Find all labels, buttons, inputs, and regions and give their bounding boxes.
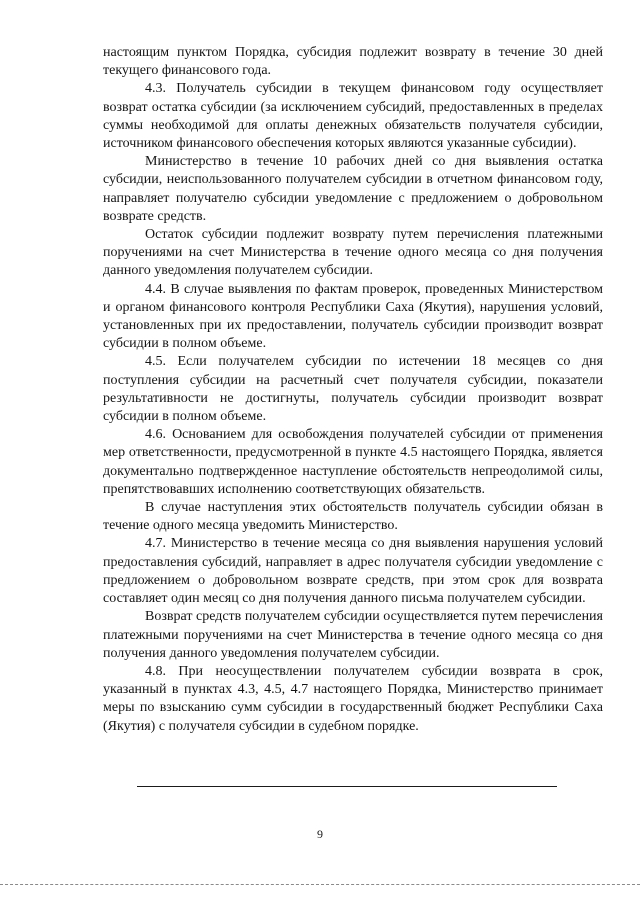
paragraph-4-8: 4.8. При неосуществлении получателем субсидии возврата в срок, указанный в пунктах 4.3, 4.5, 4.7 настоящего Порядка, Министерство принимает меры по взысканию сумм субсидии в государственный бюджет Республики Саха (Якутия) с получателя субсидии в судебном порядке. <box>103 663 603 734</box>
paragraph-4-6: 4.6. Основанием для освобождения получателей субсидии от применения мер ответственности, предусмотренной в пункте 4.5 настоящего Порядка, является документально подтвержденное наступление обстоятельств непреодолимой силы, препятствовавших исполнению соответствующих обязательств. <box>103 427 603 497</box>
paragraph-4-3: 4.3. Получатель субсидии в текущем финансовом году осуществляет возврат остатка субсидии (за исключением субсидий, предоставленных в пределах суммы необходимой для оплаты денежных обязательств получателя субсидии, источником финансового обеспечения которых являются указанные субсидии). <box>103 81 603 152</box>
paragraph-4-5: 4.5. Если получателем субсидии по истечении 18 месяцев со дня поступления субсидии на расчетный счет получателя субсидии, показатели результативности не достигнуты, получатель субсидии производит возврат субсидии в полном объеме. <box>103 354 603 425</box>
paragraph-funds-return: Возврат средств получателем субсидии осуществляется путем перечисления платежными поручениями на счет Министерства в течение одного месяца со дня получения данного уведомления получателем субсидии. <box>103 609 603 661</box>
paragraph-remainder-return: Остаток субсидии подлежит возврату путем перечисления платежными поручениями на счет Министерства в течение одного месяца со дня получения данного уведомления получателем субсидии. <box>103 227 603 279</box>
scan-edge-line <box>0 884 640 885</box>
paragraph-continuation: настоящим пунктом Порядка, субсидия подлежит возврату в течение 30 дней текущего финансового года. <box>103 45 603 79</box>
footnote-divider <box>137 786 557 787</box>
paragraph-4-7: 4.7. Министерство в течение месяца со дня выявления нарушения условий предоставления субсидий, направляет в адрес получателя субсидии уведомление с предложением о добровольном возврате средств, при этом срок для возврата составляет один месяц со дня получения данного письма получателем субсидии. <box>103 536 603 607</box>
page-number: 9 <box>317 827 323 841</box>
paragraph-ministry-notice: Министерство в течение 10 рабочих дней со дня выявления остатка субсидии, неиспользованного получателем субсидии в отчетном финансовом году, направляет получателю субсидии уведомление с предложением о добровольном возврате средств. <box>103 154 603 224</box>
paragraph-force-majeure-notice: В случае наступления этих обстоятельств получатель субсидии обязан в течение одного месяца уведомить Министерство. <box>103 500 603 534</box>
paragraph-4-4: 4.4. В случае выявления по фактам проверок, проведенных Министерством и органом финансового контроля Республики Саха (Якутия), нарушения условий, установленных при их предоставлении, получатель субсидии производит возврат субсидии в полном объеме. <box>103 281 603 352</box>
document-body <box>103 44 603 736</box>
